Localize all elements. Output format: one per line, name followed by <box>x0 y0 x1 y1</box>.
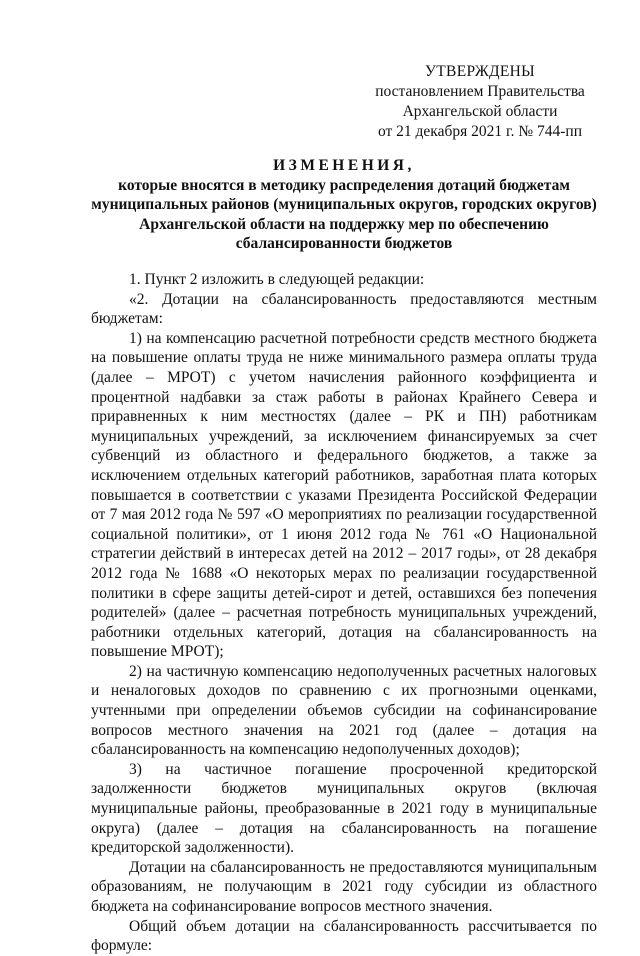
paragraph-item-2: «2. Дотации на сбалансированность предоставляются местным бюджетам: <box>91 290 597 328</box>
approval-block <box>360 62 600 142</box>
paragraph-formula-intro: Общий объем дотации на сбалансированность рассчитывается по формуле: <box>91 917 597 955</box>
document-heading <box>88 156 600 254</box>
heading-line-4: сбалансированности бюджетов <box>235 235 453 252</box>
approval-line-2: Архангельской области <box>402 103 558 120</box>
heading-line-1: которые вносятся в методику распределения дотаций бюджетам <box>118 176 570 194</box>
approval-line-1: постановлением Правительства <box>375 83 585 100</box>
heading-line-3: Архангельской области на поддержку мер по обеспечению <box>139 215 549 233</box>
heading-line-2: муниципальных районов (муниципальных округов, городских округов) <box>91 196 597 213</box>
paragraph-item-1: 1. Пункт 2 изложить в следующей редакции: <box>129 271 425 288</box>
approval-title: УТВЕРЖДЕНЫ <box>425 63 535 80</box>
paragraph-subitem-3: 3) на частичное погашение просроченной кредиторской задолженности бюджетов муниципальных округов (включая муниципальные районы, преобразованные в 2021 году в муниципальные округа) (далее – дотация на сбалансированность на погашение кредиторской задолженности). <box>91 760 597 857</box>
approval-line-3: от 21 декабря 2021 г. № 744-пп <box>377 123 583 140</box>
heading-title: ИЗМЕНЕНИЯ, <box>273 157 415 174</box>
document-body <box>91 270 597 956</box>
paragraph-subitem-1: 1) на компенсацию расчетной потребности средств местного бюджета на повышение оплаты труда не ниже минимального размера оплаты труда (далее – МРОТ) с учетом начисления районного коэффициента и процентной надбавки за стаж работы в районах Крайнего Севера и приравненных к ним местностях (далее – РК и ПН) работникам муниципальных учреждений, за исключением финансируемых за счет субвенций из областного и федерального бюджетов, а также за исключением отдельных категорий работников, заработная плата которых повышается в соответствии с указами Президента Российской Федерации от 7 мая 2012 года № 597 «О мероприятиях по реализации государственной социальной политики», от 1 июня 2012 года № 761 «О Национальной стратегии действий в интересах детей на 2012 – 2017 годы», от 28 декабря 2012 года № 1688 «О некоторых мерах по реализации государственной политики в сфере защиты детей-сирот и детей, оставшихся без попечения родителей» (далее – расчетная потребность муниципальных учреждений, работники отдельных категорий, дотация на сбалансированность на повышение МРОТ); <box>91 329 597 661</box>
paragraph-subitem-2: 2) на частичную компенсацию недополученных расчетных налоговых и неналоговых доходов по сравнению с их прогнозными оценками, учтенными при определении объемов субсидии на софинансирование вопросов местного значения на 2021 год (далее – дотация на сбалансированность на компенсацию недополученных доходов); <box>91 662 597 759</box>
paragraph-exclusion: Дотации на сбалансированность не предоставляются муниципальным образованиям, не получающим в 2021 году субсидии из областного бюджета на софинансирование вопросов местного значения. <box>91 858 597 915</box>
